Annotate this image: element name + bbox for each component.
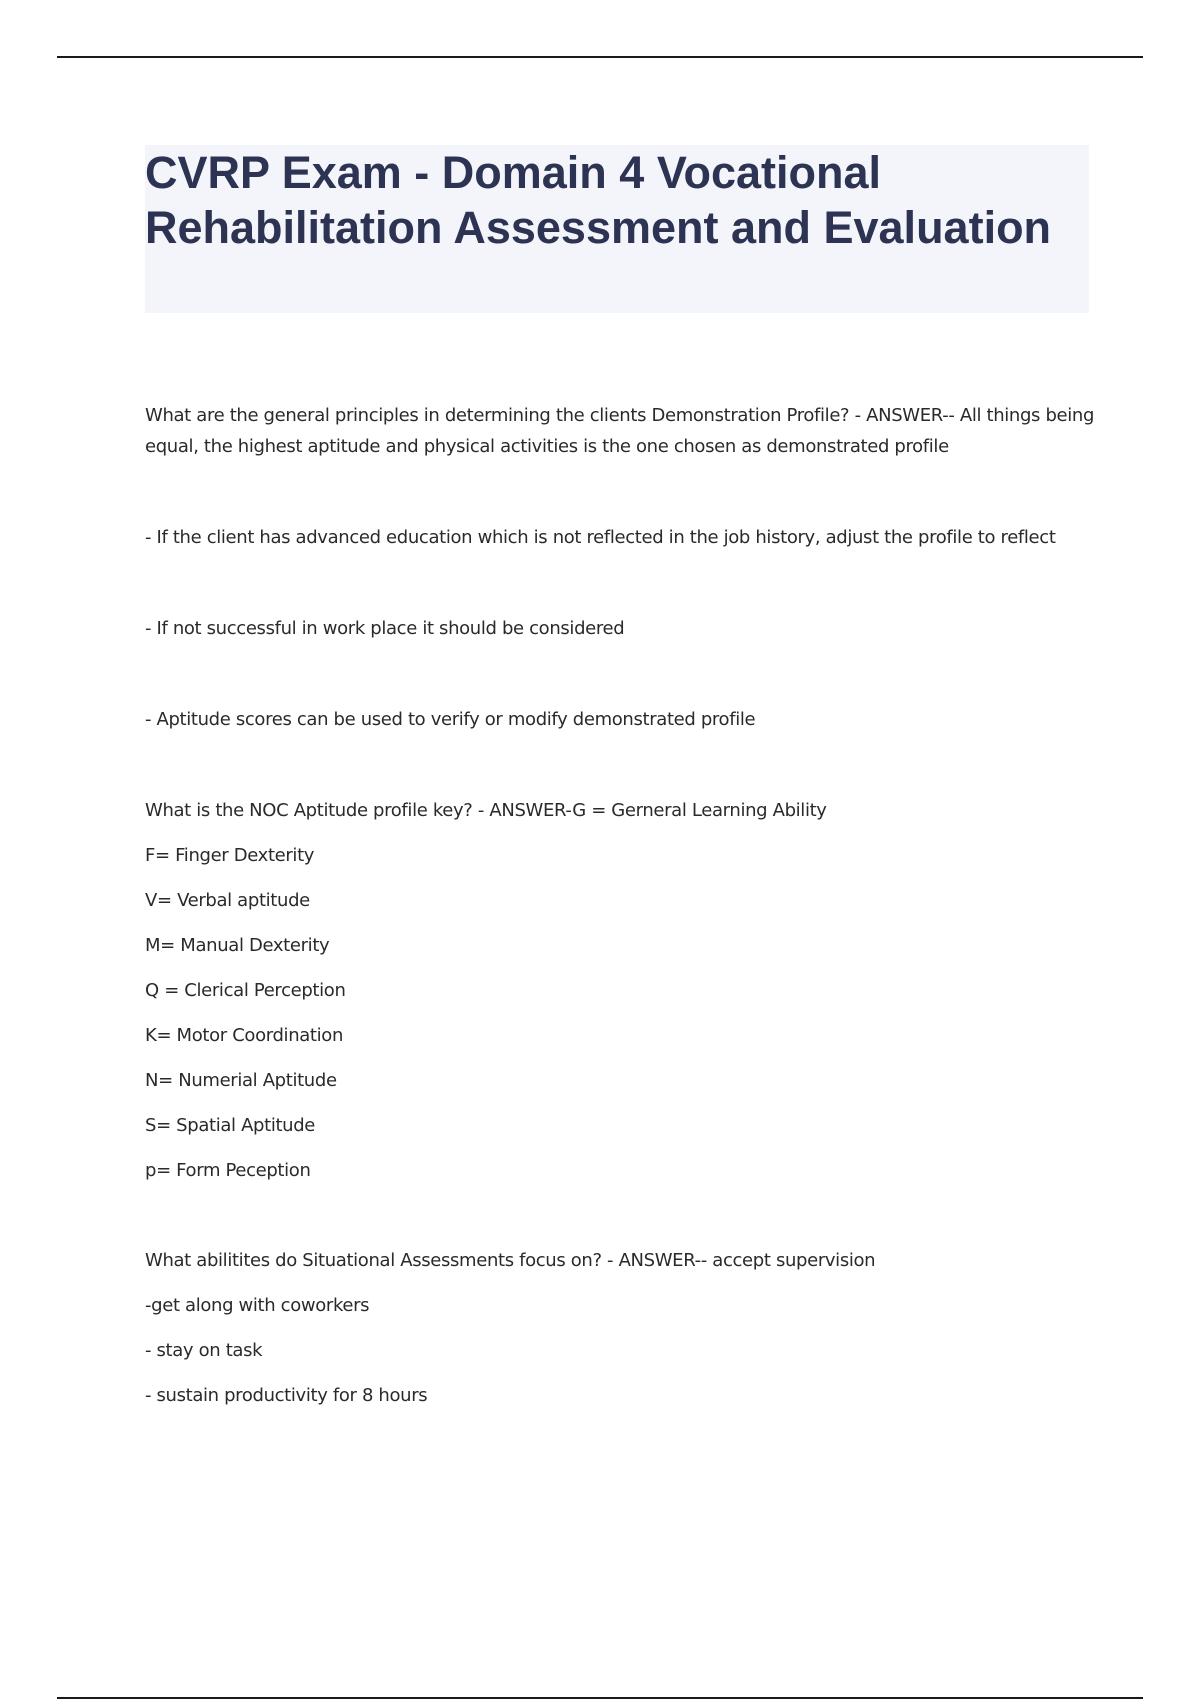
list-item: What abilitites do Situational Assessments focus on? - ANSWER-- accept supervision	[145, 1250, 876, 1271]
spacer	[145, 644, 1095, 704]
list-item: -get along with coworkers	[145, 1295, 370, 1316]
question-situational-assessments	[145, 1238, 1095, 1418]
list-item: K= Motor Coordination	[145, 1025, 344, 1046]
list-item: Q = Clerical Perception	[145, 980, 346, 1001]
document-body	[145, 400, 1095, 1418]
list-item: N= Numerial Aptitude	[145, 1070, 337, 1091]
answer-bullet: - Aptitude scores can be used to verify or modify demonstrated profile	[145, 709, 756, 730]
answer-bullet: - If the client has advanced education which is not reflected in the job history, adjust the profile to reflect	[145, 527, 1056, 548]
list-item: - stay on task	[145, 1340, 263, 1361]
spacer	[145, 462, 1095, 522]
document-title: CVRP Exam - Domain 4 Vocational Rehabilitation Assessment and Evaluation	[145, 147, 1052, 253]
list-item: p= Form Peception	[145, 1160, 311, 1181]
list-item: - sustain productivity for 8 hours	[145, 1385, 428, 1406]
list-item: What is the NOC Aptitude profile key? - ANSWER-G = Gerneral Learning Ability	[145, 800, 827, 821]
top-divider	[57, 56, 1143, 58]
spacer	[145, 553, 1095, 613]
answer-bullet: - If not successful in work place it should be considered	[145, 618, 625, 639]
bottom-divider	[57, 1697, 1143, 1699]
list-item: M= Manual Dexterity	[145, 935, 330, 956]
question-noc-aptitude-key	[145, 788, 1095, 1193]
spacer	[145, 1193, 1095, 1238]
spacer	[145, 735, 1095, 788]
title-banner	[145, 145, 1089, 313]
list-item: F= Finger Dexterity	[145, 845, 315, 866]
list-item: V= Verbal aptitude	[145, 890, 310, 911]
question-demonstration-profile: What are the general principles in determining the clients Demonstration Profile? - ANSWER-- All things being equal, the highest aptitude and physical activities is the one chosen as demonstrated profile	[145, 405, 1095, 457]
list-item: S= Spatial Aptitude	[145, 1115, 316, 1136]
